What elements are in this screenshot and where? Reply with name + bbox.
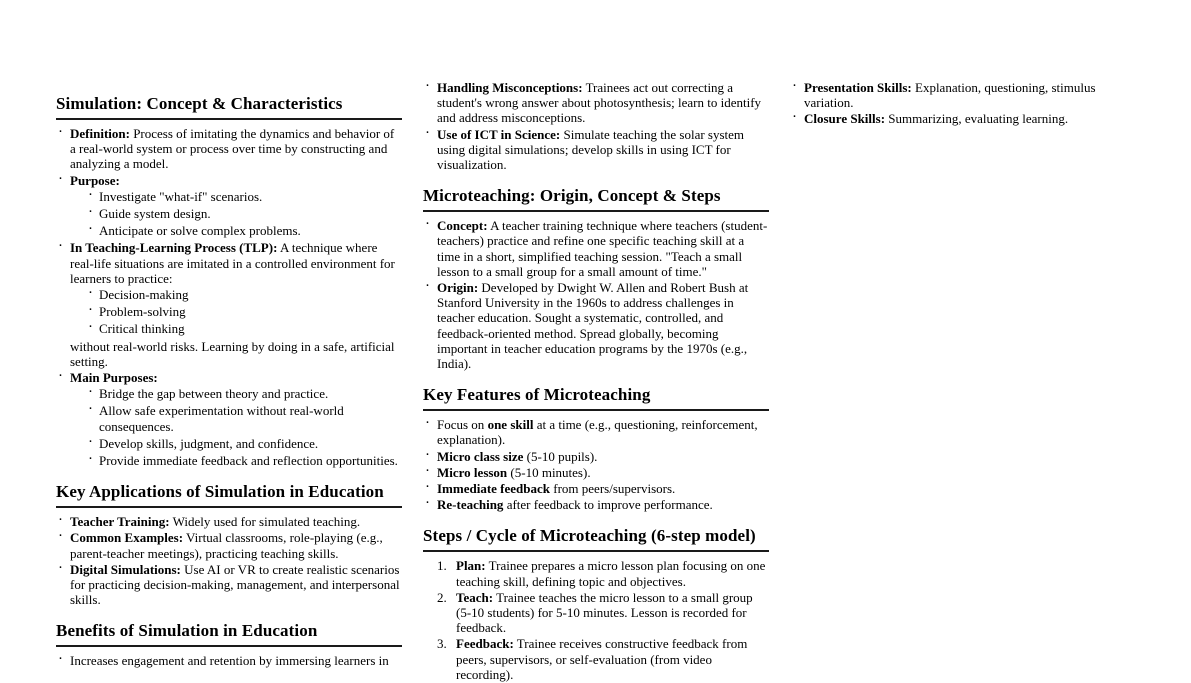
item-label: Teacher Training: [70,514,170,530]
item-text: Trainee prepares a micro lesson plan focusing on one teaching skill, defining topic and objectives. [456,558,766,589]
item-text: Process of imitating the dynamics and behavior of a real-world system or process over time by constructing and analyzing a model. [70,126,395,172]
item-label: In Teaching-Learning Process (TLP): [70,240,278,256]
sub-list-item: · Investigate "what-if" scenarios. [86,189,402,204]
sub-list-item: · Decision-making [86,287,402,302]
item-label: Teach: [456,589,494,605]
sub-list-item: · Allow safe experimentation without real-world consequences. [86,403,402,433]
item-text: Trainee receives constructive feedback from peers, supervisors, or self-evaluation (from video recording). [456,636,748,682]
section-heading: Key Features of Microteaching [423,385,769,411]
list-item [423,280,769,371]
item-text: after feedback to improve performance. [503,497,713,513]
bullet-list [56,126,402,468]
item-label: Handling Misconceptions: [437,80,583,95]
list-item [423,218,769,279]
item-label: Closure Skills: [804,111,886,127]
bullet-list [56,653,402,668]
item-text: A teacher training technique where teachers (student-teachers) practice and refine one specific teaching skill at a time in a short, simplified teaching session. "Teach a small lesson to a small group for a small amount of time." [437,218,768,279]
sub-list-item: · Develop skills, judgment, and confidence. [86,436,402,451]
list-item [56,240,402,369]
item-label: Micro class size [437,448,524,464]
text-column-3 [790,80,1136,128]
sub-list-item: · Bridge the gap between theory and practice. [86,386,402,401]
list-item [56,514,402,529]
item-text: Increases engagement and retention by immersing learners in [70,653,389,669]
item-label: Concept: [437,218,488,234]
section-key-applications [56,482,402,607]
item-text: Simulate teaching the solar system using digital simulations; develop skills in using ICT for visualization. [437,126,745,173]
item-prefix: Focus on [437,417,488,433]
item-label: Immediate feedback [437,481,551,497]
bullet-list [423,218,769,371]
section-heading: Key Applications of Simulation in Education [56,482,402,508]
list-item [423,80,769,126]
section-heading: Simulation: Concept & Characteristics [56,94,402,120]
list-item [423,127,769,173]
item-label: Digital Simulations: [70,561,181,577]
sub-list-item: · Critical thinking [86,321,402,336]
bullet-list [790,80,1136,127]
list-item [56,173,402,239]
numbered-list-item [423,636,769,682]
section-continuation-microteaching-skills [790,80,1136,127]
item-label: Micro lesson [437,464,508,480]
section-microteaching-origin [423,186,769,371]
item-text: Trainee teaches the micro lesson to a small group (5-10 students) for 5-10 minutes. Lesson is recorded for feedback. [456,589,753,636]
item-label: one skill [487,417,534,433]
section-body [790,80,1136,127]
text-column-2 [423,80,769,683]
item-text: from peers/supervisors. [550,481,676,497]
item-label: Presentation Skills: [804,80,912,95]
sub-list-item: · Problem-solving [86,304,402,319]
section-steps-cycle [423,526,769,682]
item-text: Summarizing, evaluating learning. [888,111,1069,127]
list-item [790,80,1136,110]
bullet-list [423,80,769,172]
item-label: Definition: [70,126,130,141]
item-text: Trainees act out correcting a student's wrong answer about photosynthesis; learn to identify and address misconceptions. [437,80,762,126]
list-item [56,562,402,608]
sub-list-item: · Guide system design. [86,206,402,221]
sub-bullet-list [70,287,402,337]
section-simulation-concept [56,94,402,468]
item-label: Re-teaching [437,497,504,513]
section-continuation-skills [423,80,769,172]
list-item [56,126,402,172]
text-column-1 [56,94,402,670]
numbered-list [423,558,769,682]
section-body [423,558,769,682]
section-benefits [56,621,402,668]
list-item [423,449,769,464]
item-label: Main Purposes: [70,370,158,386]
item-text: (5-10 minutes). [507,464,591,480]
list-item [56,370,402,468]
list-item [56,653,402,668]
item-text: Explanation, questioning, stimulus variation. [804,80,1096,111]
list-item [56,530,402,560]
item-label: Purpose: [70,172,120,188]
section-heading: Microteaching: Origin, Concept & Steps [423,186,769,212]
sub-bullet-list [70,386,402,468]
item-label: Plan: [456,558,486,574]
numbered-list-item [423,558,769,588]
item-label: Origin: [437,280,479,296]
list-item [423,465,769,480]
item-trailing-text: without real-world risks. Learning by doing in a safe, artificial setting. [70,338,395,369]
item-label: Common Examples: [70,530,184,546]
bullet-list [56,514,402,607]
item-label: Use of ICT in Science: [437,126,561,142]
list-item [423,481,769,496]
section-body [423,218,769,371]
section-body [423,417,769,512]
section-key-features [423,385,769,512]
item-label: Feedback: [456,636,514,652]
section-body [56,514,402,607]
section-body [423,80,769,172]
section-body [56,653,402,668]
section-body [56,126,402,468]
item-text: Widely used for simulated teaching. [172,514,361,530]
list-item [790,111,1136,126]
list-item [423,497,769,512]
bullet-list [423,417,769,512]
sub-list-item: · Anticipate or solve complex problems. [86,223,402,238]
item-text: Virtual classrooms, role-playing (e.g., parent-teacher meetings), practicing teaching skills. [70,530,383,561]
sub-bullet-list [70,189,402,239]
item-text: at a time (e.g., questioning, reinforcement, explanation). [437,417,758,448]
list-item [423,417,769,447]
item-text: Developed by Dwight W. Allen and Robert Bush at Stanford University in the 1960s to address challenges in teacher education. Sought a systematic, controlled, and feedback-oriented method. Spread globally, becoming important in teacher education programs by the 1970s (e.g., India). [437,280,749,372]
item-text: (5-10 pupils). [523,448,598,464]
item-text: Use AI or VR to create realistic scenarios for practicing decision-making, management, and interpersonal skills. [70,561,400,608]
section-heading: Steps / Cycle of Microteaching (6-step model) [423,526,769,552]
item-text: A technique where real-life situations are imitated in a controlled environment for learners to practice: [70,240,395,286]
section-heading: Benefits of Simulation in Education [56,621,402,647]
numbered-list-item [423,590,769,636]
sub-list-item: · Provide immediate feedback and reflection opportunities. [86,453,402,468]
